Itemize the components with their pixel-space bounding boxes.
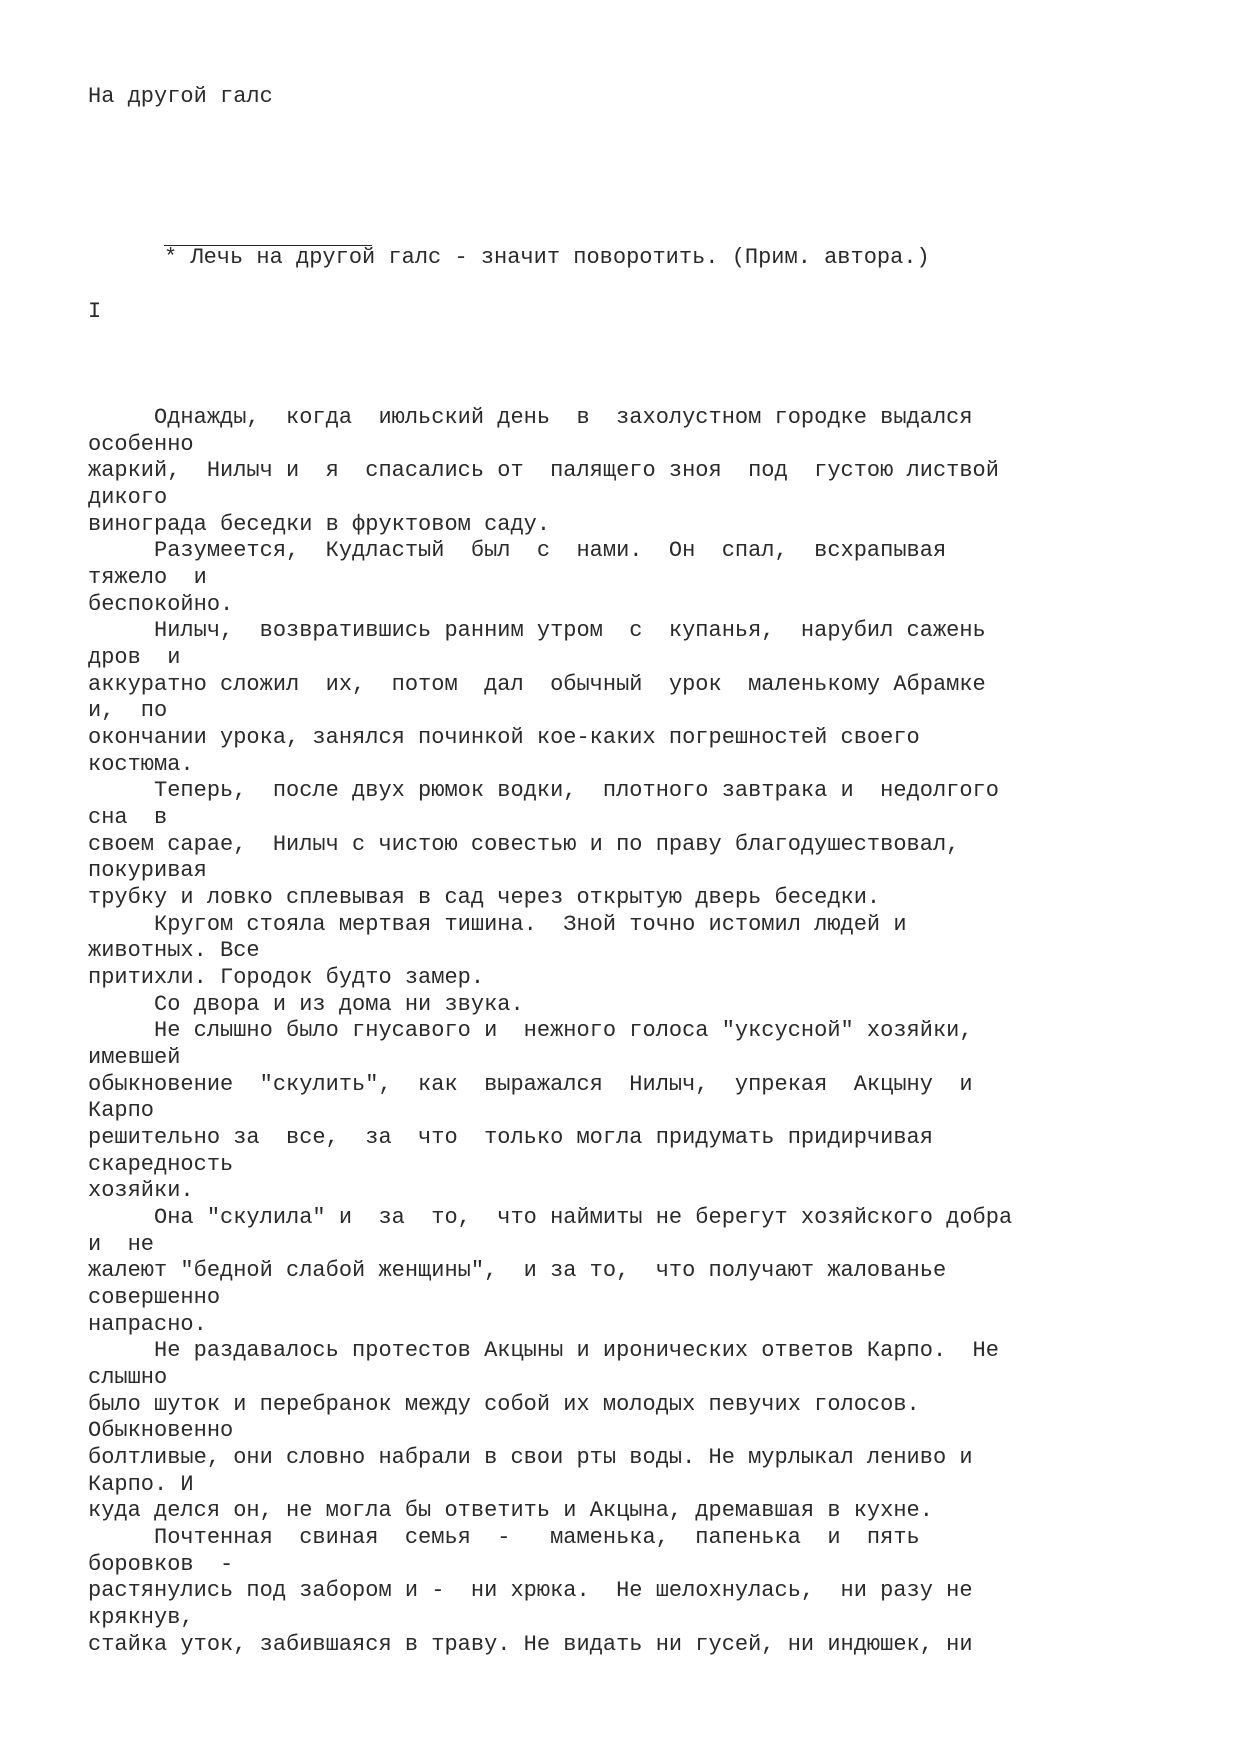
text-line: дикого bbox=[88, 485, 168, 510]
text-line: тяжело и bbox=[88, 565, 207, 590]
text-line: жалеют "бедной слабой женщины", и за то, что получают жалованье bbox=[88, 1258, 947, 1283]
chapter-number: I bbox=[88, 299, 102, 324]
text-line: Со двора и из дома ни звука. bbox=[88, 992, 524, 1017]
text-line: Теперь, после двух рюмок водки, плотного завтрака и недолгого bbox=[88, 778, 999, 803]
text-line: совершенно bbox=[88, 1285, 221, 1310]
footnote-text: * Лечь на другой галс - значит поворотить. (Прим. автора.) bbox=[164, 245, 930, 270]
text-line: костюма. bbox=[88, 752, 194, 777]
text-line: винограда беседки в фруктовом саду. bbox=[88, 512, 551, 537]
text-line: крякнув, bbox=[88, 1605, 194, 1630]
text-line: куда делся он, не могла бы ответить и Акцына, дремавшая в кухне. bbox=[88, 1498, 933, 1523]
text-line: покуривая bbox=[88, 858, 207, 883]
text-line: Кругом стояла мертвая тишина. Зной точно истомил людей и bbox=[88, 912, 907, 937]
text-line: окончании урока, занялся починкой кое-каких погрешностей своего bbox=[88, 725, 920, 750]
text-line: особенно bbox=[88, 432, 194, 457]
text-line: имевшей bbox=[88, 1045, 181, 1070]
text-line: растянулись под забором и - ни хрюка. Не шелохнулась, ни разу не bbox=[88, 1578, 973, 1603]
text-line: дров и bbox=[88, 645, 181, 670]
text-line: Почтенная свиная семья - маменька, папенька и пять bbox=[88, 1525, 920, 1550]
text-line: животных. Все bbox=[88, 938, 260, 963]
text-line: Нилыч, возвратившись ранним утром с купанья, нарубил сажень bbox=[88, 618, 986, 643]
text-line: слышно bbox=[88, 1365, 168, 1390]
text-line: Обыкновенно bbox=[88, 1418, 234, 1443]
text-line: Разумеется, Кудластый был с нами. Он спал, всхрапывая bbox=[88, 538, 947, 563]
text-line: жаркий, Нилыч и я спасались от палящего зноя под густою листвой bbox=[88, 458, 999, 483]
text-line: было шуток и перебранок между собой их молодых певучих голосов. bbox=[88, 1392, 920, 1417]
text-line: хозяйки. bbox=[88, 1178, 194, 1203]
text-line: беспокойно. bbox=[88, 592, 234, 617]
text-line: скаредность bbox=[88, 1152, 234, 1177]
text-line: трубку и ловко сплевывая в сад через открытую дверь беседки. bbox=[88, 885, 881, 910]
text-line: аккуратно сложил их, потом дал обычный урок маленькому Абрамке bbox=[88, 672, 986, 697]
text-line: притихли. Городок будто замер. bbox=[88, 965, 485, 990]
text-line: и не bbox=[88, 1232, 155, 1257]
text-line: Не слышно было гнусавого и нежного голоса "уксусной" хозяйки, bbox=[88, 1018, 973, 1043]
text-line: Не раздавалось протестов Акцыны и иронических ответов Карпо. Не bbox=[88, 1338, 999, 1363]
text-line: решительно за все, за что только могла придумать придирчивая bbox=[88, 1125, 933, 1150]
text-line: Она "скулила" и за то, что наймиты не берегут хозяйского добра bbox=[88, 1205, 1013, 1230]
text-line: Карпо bbox=[88, 1098, 155, 1123]
text-line: сна в bbox=[88, 805, 168, 830]
text-line: стайка уток, забившаяся в траву. Не видать ни гусей, ни индюшек, ни bbox=[88, 1632, 973, 1657]
text-line: Карпо. И bbox=[88, 1472, 194, 1497]
text-line: болтливые, они словно набрали в свои рты воды. Не мурлыкал лениво и bbox=[88, 1445, 973, 1470]
text-line: напрасно. bbox=[88, 1312, 207, 1337]
text-line: своем сарае, Нилыч с чистою совестью и по праву благодушествовал, bbox=[88, 832, 960, 857]
document-title: На другой галс bbox=[88, 84, 273, 109]
text-line: боровков - bbox=[88, 1552, 234, 1577]
text-line: Однажды, когда июльский день в захолустном городке выдался bbox=[88, 405, 973, 430]
text-line: и, по bbox=[88, 698, 168, 723]
text-line: обыкновение "скулить", как выражался Нилыч, упрекая Акцыну и bbox=[88, 1072, 973, 1097]
